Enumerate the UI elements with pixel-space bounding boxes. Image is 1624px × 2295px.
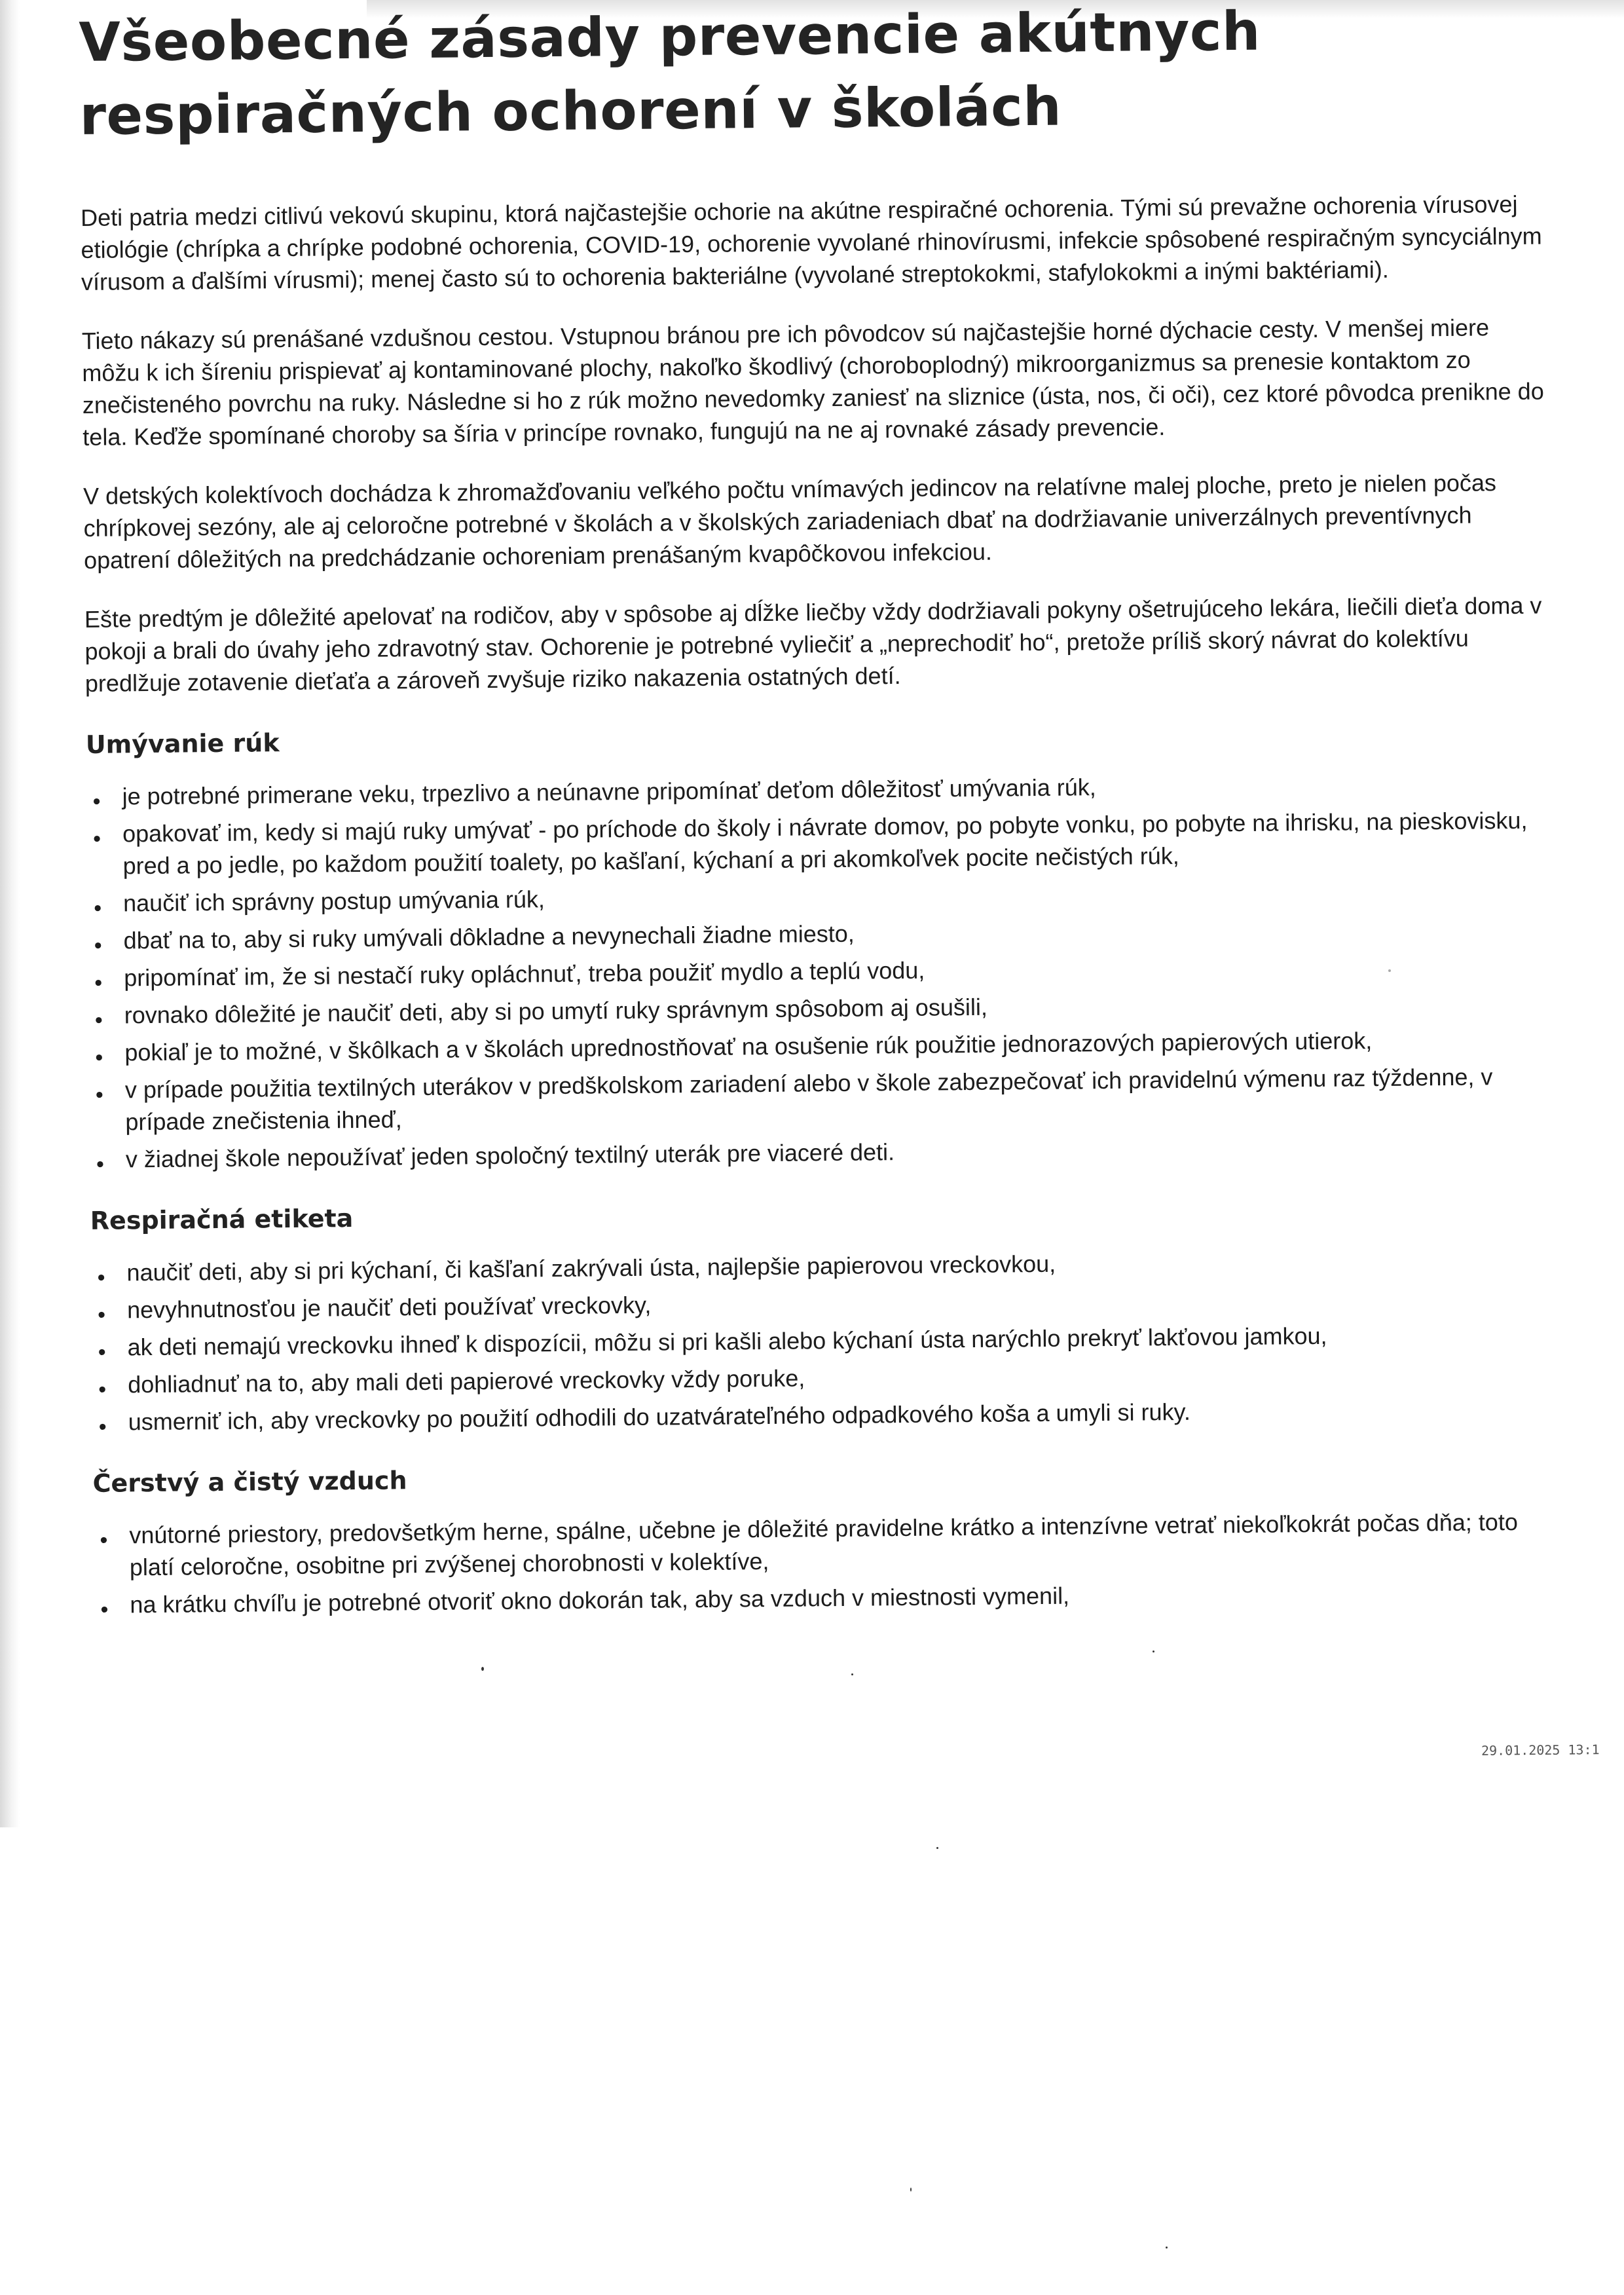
document-body — [79, 0, 1561, 1626]
list-item-text: dohliadnuť na to, aby mali deti papierové vreckovky vždy poruke, — [128, 1364, 805, 1398]
list-item-text: pripomínať im, že si nestačí ruky opláchnuť, treba použiť mydlo a teplú vodu, — [124, 956, 925, 992]
bullet-icon: • — [94, 970, 103, 996]
scan-speck — [1388, 969, 1391, 972]
list-item-text: rovnako dôležité je naučiť deti, aby si po umytí ruky správnym spôsobom aj osušili, — [124, 993, 988, 1029]
section-fresh-air — [92, 1453, 1560, 1620]
scan-speck — [910, 2188, 912, 2192]
bullet-icon: • — [97, 1302, 106, 1328]
print-timestamp: 29.01.2025 13:1 — [1481, 1742, 1600, 1759]
bullet-icon: • — [92, 789, 101, 814]
bullet-icon: • — [95, 1082, 104, 1108]
scan-speck — [1166, 2247, 1168, 2248]
bullet-list — [86, 766, 1557, 1175]
list-item — [89, 1060, 1557, 1138]
bullet-icon: • — [98, 1414, 107, 1440]
list-item-text: pokiaľ je to možné, v škôlkach a v školách uprednostňovať na osušenie rúk použitie jednorazových papierových utierok, — [124, 1027, 1373, 1066]
list-item-text: nevyhnutnosťou je naučiť deti používať vreckovky, — [126, 1291, 652, 1324]
list-item-text: v žiadnej škole nepoužívať jeden spoločný textilný uterák pre viaceré deti. — [125, 1138, 895, 1173]
scan-speck — [851, 1673, 853, 1675]
section-heading: Respiračná etiketa — [90, 1204, 354, 1235]
bullet-icon: • — [98, 1377, 107, 1402]
section-heading: Umývanie rúk — [85, 728, 280, 759]
list-item-text: naučiť ich správny postup umývania rúk, — [122, 886, 545, 917]
list-item-text: je potrebné primerane veku, trpezlivo a neúnavne pripomínať deťom dôležitosť umývania rúk, — [122, 774, 1097, 810]
list-item-text: opakovať im, kedy si majú ruky umývať - po príchode do školy i návrate domov, po pobyte vonku, po pobyte na ihrisku, na pieskovisku, pred a po jedle, po každom použití toalety, po kašľaní, kýchaní a pri akomkoľvek pocite nečistých rúk, — [122, 806, 1528, 880]
bullet-icon: • — [94, 933, 102, 958]
transmission-paragraph: Tieto nákazy sú prenášané vzdušnou cestou. Vstupnou bránou pre ich pôvodcov sú najčastejšie horné dýchacie cesty. V menšej miere môžu k ich šíreniu prispievať aj kontaminované plochy, nakoľko škodlivý (choroboplodný) mikroorganizmus sa prenesie kontaktom zo znečisteného povrchu na ruky. Následne si ho z rúk možno nevedomky zaniesť na sliznice (ústa, nos, či oči), cez ktoré pôvodca prenikne do tela. Keďže spomínané choroby sa šíria v princípe rovnako, fungujú na ne aj rovnaké zásady prevencie. — [81, 314, 1544, 451]
bullet-icon: • — [98, 1339, 106, 1365]
list-item — [90, 1129, 1557, 1175]
bullet-icon: • — [94, 1007, 103, 1033]
bullet-icon: • — [100, 1527, 108, 1553]
bullet-icon: • — [97, 1265, 105, 1290]
list-item-text: ak deti nemajú vreckovku ihneď k dispozícii, môžu si pri kašli alebo kýchaní ústa narýchlo prekryť lakťovou jamkou, — [127, 1322, 1327, 1361]
bullet-icon: • — [95, 1045, 103, 1070]
list-item-text: na krátku chvíľu je potrebné otvoriť okno dokorán tak, aby sa vzduch v miestnosti vymenil, — [130, 1582, 1070, 1618]
list-item — [93, 1505, 1560, 1583]
scan-speck — [936, 1847, 938, 1849]
section-hand-washing — [86, 714, 1557, 1175]
list-item-text: v prípade použitia textilných uterákov v predškolskom zariadení alebo v škole zabezpečovať ich pravidelnú výmenu raz týždenne, v prípade znečistenia ihneď, — [124, 1063, 1493, 1136]
list-item-text: dbať na to, aby si ruky umývali dôkladne a nevynechali žiadne miesto, — [123, 920, 855, 954]
list-item — [86, 804, 1554, 882]
bullet-list — [90, 1242, 1559, 1438]
scan-speck — [481, 1667, 484, 1671]
bullet-icon: • — [96, 1151, 105, 1177]
parents-paragraph: Ešte predtým je dôležité apelovať na rodičov, aby v spôsobe aj dĺžke liečby vždy dodržiavali pokyny ošetrujúceho lekára, liečili dieťa doma v pokoji a brali do úvahy jeho zdravotný stav. Ochorenie je potrebné vyliečiť a „neprechodiť ho“, pretože príliš skorý návrat do kolektívu predlžuje zotavenie dieťaťa a zároveň zvyšuje riziko nakazenia ostatných detí. — [84, 591, 1542, 697]
scan-shadow-left — [0, 0, 20, 1827]
intro-paragraph: Deti patria medzi citlivú vekovú skupinu, ktorá najčastejšie ochorie na akútne respiračné ochorenia. Tými sú prevažne ochorenia vírusovej etiológie (chrípka a chrípke podobné ochorenia, COVID-19, ochorenie vyvolané rhinovírusmi, infekcie spôsobené respiračným syncyciálnym vírusom a ďalšími vírusmi); menej často sú to ochorenia bakteriálne (vyvolané streptokokmi, stafylokokmi a inými baktériami). — [80, 190, 1542, 295]
scan-speck — [1153, 1651, 1154, 1652]
list-item-text: vnútorné priestory, predovšetkým herne, spálne, učebne je dôležité pravidelne krátko a intenzívne vetrať niekoľkokrát počas dňa; toto platí celoročne, osobitne pri zvýšenej chorobnosti v kolektíve, — [129, 1508, 1519, 1581]
collectives-paragraph: V detských kolektívoch dochádza k zhromažďovaniu veľkého počtu vnímavých jedincov na relatívne malej ploche, preto je nielen počas chrípkovej sezóny, ale aj celoročne potrebné v školách a v školských zariadeniach dbať na dodržiavanie univerzálnych preventívnych opatrení dôležitých na predchádzanie ochoreniam prenášaným kvapôčkovou infekciou. — [83, 469, 1497, 574]
title-line-2: respiračných ochorení v školách — [79, 75, 1062, 147]
list-item-text: naučiť deti, aby si pri kýchaní, či kašľaní zakrývali ústa, najlepšie papierovou vreckovkou, — [126, 1250, 1056, 1286]
list-item — [94, 1575, 1560, 1621]
list-item-text: usmerniť ich, aby vreckovky po použití odhodili do uzatvárateľného odpadkového koša a umyli si ruky. — [128, 1398, 1191, 1436]
section-respiratory-etiquette — [90, 1190, 1559, 1438]
list-item — [92, 1392, 1559, 1438]
bullet-icon: • — [94, 895, 102, 921]
title-line-1: Všeobecné zásady prevencie akútnych — [79, 0, 1261, 74]
bullet-list — [93, 1505, 1560, 1620]
section-heading: Čerstvý a čistý vzduch — [92, 1466, 407, 1498]
bullet-icon: • — [93, 826, 101, 851]
bullet-icon: • — [100, 1597, 109, 1622]
document-title — [79, 0, 1547, 153]
